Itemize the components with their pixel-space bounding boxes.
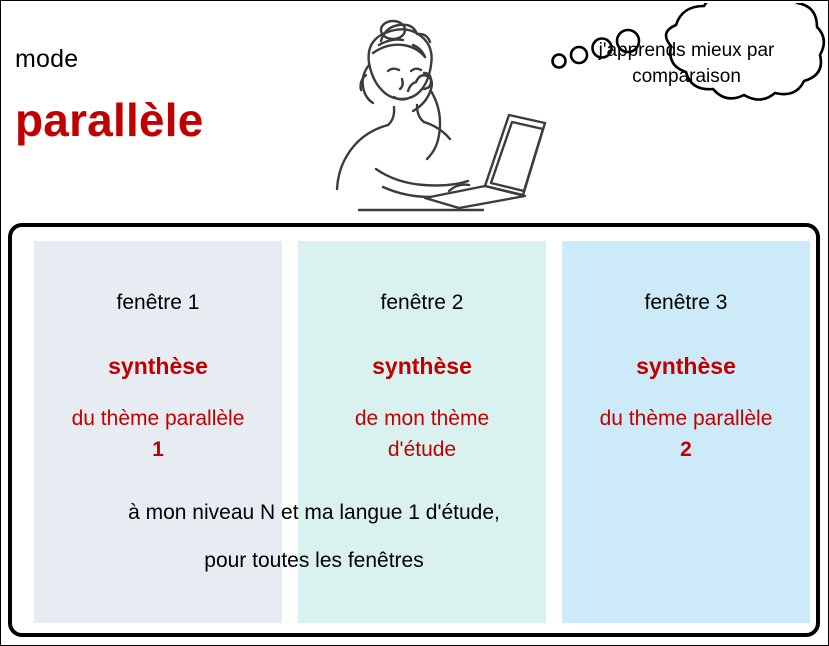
window-1-title: fenêtre 1 [116,291,200,314]
person-thinking-at-laptop-illustration [263,1,563,226]
footnote-line-1: à mon niveau N et ma langue 1 d'étude, [128,501,500,524]
window-3-description [562,403,810,465]
window-2-desc-line2: d'étude [387,438,457,461]
window-1-desc-line1: du thème parallèle [71,407,245,430]
window-column-3 [562,241,810,623]
panel-footnote [34,489,594,585]
window-3-title: fenêtre 3 [644,291,728,314]
window-2-description [298,403,546,465]
window-1-description [34,403,282,465]
window-1-heading: synthèse [108,353,208,379]
window-1-desc-line2: 1 [152,438,164,461]
thought-bubble-text: j'apprends mieux par comparaison [598,40,775,87]
window-3-heading: synthèse [636,353,736,379]
windows-panel [8,223,820,637]
mode-label: mode [15,45,79,73]
header [1,1,829,223]
window-2-heading: synthèse [372,353,472,379]
window-3-desc-line1: du thème parallèle [599,407,773,430]
footnote-line-2: pour toutes les fenêtres [204,549,424,572]
mode-title: parallèle [15,94,204,146]
window-2-title: fenêtre 2 [380,291,464,314]
window-3-desc-line2: 2 [680,438,692,461]
window-2-desc-line1: de mon thème [354,407,490,430]
